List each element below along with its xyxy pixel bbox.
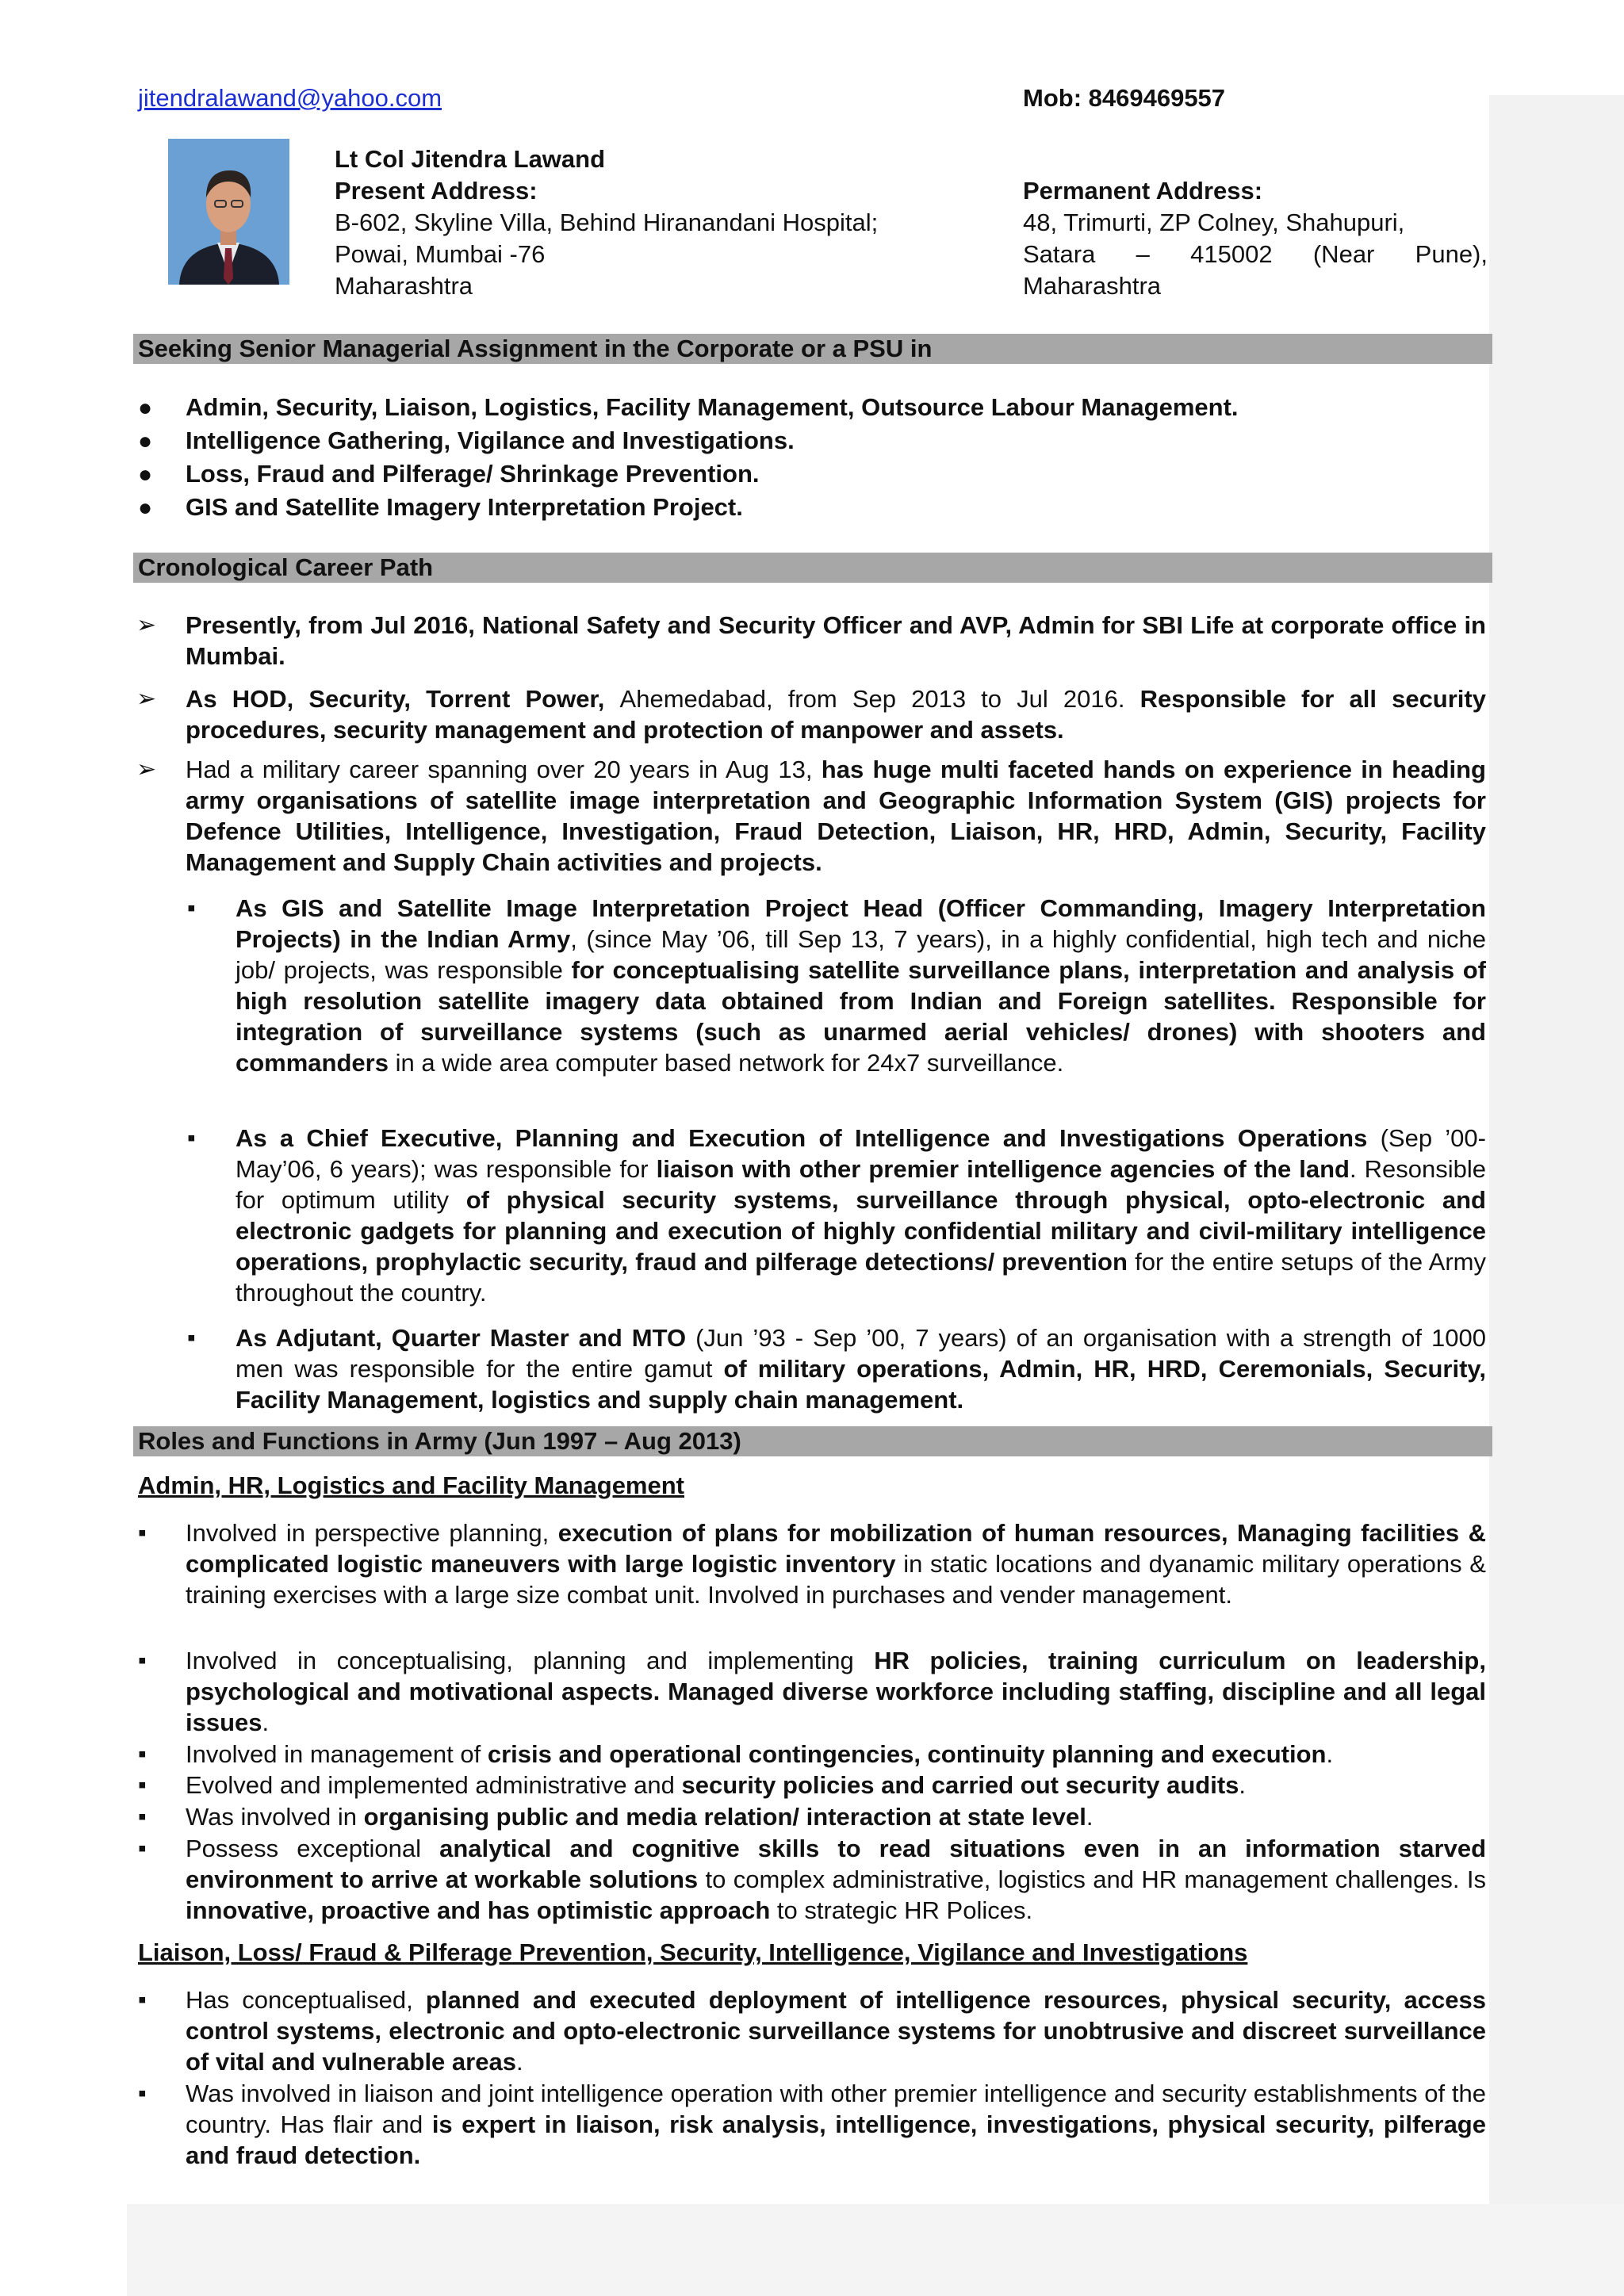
text-segment: Was involved in liaison and joint intelligence operation with other premier intelligence and security establishments of the country. Has flair and — [186, 2080, 1486, 2138]
bold-text-segment: Responsible for all security procedures, security management and protection of manpower and assets. — [186, 685, 1486, 744]
roles-item — [186, 1645, 1486, 1738]
bold-text-segment: for conceptualising satellite surveillance plans, interpretation and analysis of high resolution satellite imagery data obtained from Indian and Foreign satellites. Responsible for integration of surveillance systems (such as unarmed aerial vehicles/ drones) with shooters and commanders — [236, 956, 1486, 1077]
career-subitem-adjutant — [236, 1322, 1486, 1415]
candidate-name: Lt Col Jitendra Lawand — [335, 145, 606, 173]
square-bullet-icon: ▪ — [138, 1804, 147, 1830]
present-address-line: Maharashtra — [335, 272, 473, 300]
permanent-address-label: Permanent Address: — [1023, 177, 1263, 205]
present-address-line: Powai, Mumbai -76 — [335, 240, 546, 268]
seeking-item: Intelligence Gathering, Vigilance and Investigations. — [186, 427, 795, 454]
permanent-address-line: Maharashtra — [1023, 272, 1162, 300]
profile-photo — [168, 139, 289, 285]
bold-text-segment: crisis and operational contingencies, continuity planning and execution — [487, 1740, 1327, 1768]
permanent-address-line: Satara – 415002 (Near Pune), — [1023, 240, 1488, 268]
career-subitem-gis — [236, 893, 1486, 1078]
text-segment: Involved in conceptualising, planning and implementing — [186, 1647, 875, 1674]
bold-text-segment: of physical security systems, surveillance through physical, opto-electronic and electronic gadgets for planning and execution of highly confidential military and civil-military intelligence operations, prophylactic security, fraud and pilferage detections/ prevention — [236, 1186, 1486, 1276]
bold-text-segment: As Adjutant, Quarter Master and MTO — [236, 1324, 687, 1352]
text-segment: Possess exceptional — [186, 1835, 440, 1862]
text-segment: Involved in perspective planning, — [186, 1519, 558, 1547]
text-segment: . — [515, 2048, 523, 2076]
bullet-icon: ● — [138, 495, 153, 521]
subheading-liaison: Liaison, Loss/ Fraud & Pilferage Prevention, Security, Intelligence, Vigilance and Investigations — [138, 1938, 1248, 1966]
liaison-item — [186, 1984, 1486, 2077]
square-bullet-icon: ▪ — [187, 1325, 196, 1351]
career-subitem-intelligence — [236, 1123, 1486, 1308]
square-bullet-icon: ▪ — [138, 1987, 147, 2013]
text-segment: , (since May ’06, till Sep 13, 7 years), in a highly confidential, high tech and niche job/ projects, was responsible — [236, 925, 1486, 984]
bold-text-segment: is expert in liaison, risk analysis, intelligence, investigations, physical security, pilferage and fraud detection. — [186, 2110, 1486, 2169]
email-link[interactable]: jitendralawand@yahoo.com — [138, 84, 442, 112]
text-segment: in static locations and dyanamic military operations & training exercises with a large size combat unit. Involved in purchases and vender management. — [186, 1550, 1486, 1609]
text-segment: Was involved in — [186, 1803, 364, 1831]
text-segment: Had a military career spanning over 20 years in Aug 13, — [186, 756, 822, 783]
arrow-bullet-icon: ➢ — [136, 612, 157, 638]
subheading-admin: Admin, HR, Logistics and Facility Management — [138, 1471, 684, 1499]
text-segment: Ahemedabad, from Sep 2013 to Jul 2016. — [619, 685, 1140, 713]
bullet-icon: ● — [138, 395, 153, 421]
square-bullet-icon: ▪ — [187, 1125, 196, 1151]
square-bullet-icon: ▪ — [138, 2080, 147, 2107]
section-heading-career: Cronological Career Path — [133, 553, 1492, 583]
permanent-address-line: 48, Trimurti, ZP Colney, Shahupuri, — [1023, 209, 1405, 236]
bullet-icon: ● — [138, 428, 153, 454]
bold-text-segment: HR policies, training curriculum on leadership, psychological and motivational aspects. Managed diverse workforce including staffing, discipline and all legal issues — [186, 1647, 1486, 1736]
section-heading-roles: Roles and Functions in Army (Jun 1997 – Aug 2013) — [133, 1426, 1492, 1456]
text-segment: Involved in management of — [186, 1740, 488, 1768]
mobile-number: Mob: 8469469557 — [1023, 84, 1226, 112]
seeking-item: GIS and Satellite Imagery Interpretation Project. — [186, 493, 743, 521]
seeking-item: Admin, Security, Liaison, Logistics, Facility Management, Outsource Labour Management. — [186, 393, 1239, 421]
section-heading-seeking: Seeking Senior Managerial Assignment in the Corporate or a PSU in — [133, 334, 1492, 364]
text-segment: . Resonsible for optimum utility — [236, 1155, 1486, 1214]
text-segment: for the entire setups of the Army throughout the country. — [236, 1248, 1486, 1307]
text-segment: . — [1086, 1803, 1094, 1831]
square-bullet-icon: ▪ — [138, 1835, 147, 1862]
roles-item — [186, 1739, 1486, 1770]
text-segment: . — [1239, 1771, 1247, 1799]
career-item-current — [186, 610, 1486, 672]
scan-shading — [1489, 95, 1624, 2296]
bold-text-segment: As HOD, Security, Torrent Power, — [186, 685, 620, 713]
present-address-label: Present Address: — [335, 177, 538, 205]
text-segment: Has conceptualised, — [186, 1986, 426, 2014]
square-bullet-icon: ▪ — [187, 895, 196, 921]
text-segment: to complex administrative, logistics and HR management challenges. Is — [698, 1866, 1486, 1893]
text-segment: . — [1326, 1740, 1334, 1768]
square-bullet-icon: ▪ — [138, 1520, 147, 1546]
text-segment: Evolved and implemented administrative and — [186, 1771, 682, 1799]
permanent-address-block — [1023, 175, 1488, 302]
text-segment: in a wide area computer based network for 24x7 surveillance. — [388, 1049, 1064, 1077]
bold-text-segment: Presently, from Jul 2016, National Safety and Security Officer and AVP, Admin for SBI Life at corporate office in Mumbai. — [186, 611, 1486, 670]
liaison-item — [186, 2078, 1486, 2171]
bold-text-segment: As a Chief Executive, Planning and Execution of Intelligence and Investigations Operations — [236, 1124, 1368, 1152]
square-bullet-icon: ▪ — [138, 1741, 147, 1767]
arrow-bullet-icon: ➢ — [136, 756, 157, 783]
text-segment: . — [262, 1709, 270, 1736]
seeking-item: Loss, Fraud and Pilferage/ Shrinkage Prevention. — [186, 460, 760, 488]
bold-text-segment: planned and executed deployment of intelligence resources, physical security, access control systems, electronic and opto-electronic surveillance systems for unobtrusive and discreet surveillance of vital and vulnerable areas — [186, 1986, 1487, 2076]
roles-item — [186, 1801, 1486, 1832]
bold-text-segment: organising public and media relation/ interaction at state level — [363, 1803, 1086, 1831]
square-bullet-icon: ▪ — [138, 1647, 147, 1674]
bold-text-segment: security policies and carried out security audits — [681, 1771, 1239, 1799]
bold-text-segment: As GIS and Satellite Image Interpretation Project Head (Officer Commanding, Imagery Interpretation Projects) in the Indian Army — [236, 894, 1486, 953]
bold-text-segment: execution of plans for mobilization of human resources, Managing facilities & complicated logistic maneuvers with large logistic inventory — [186, 1519, 1486, 1578]
roles-item — [186, 1517, 1486, 1610]
career-item-torrent — [186, 683, 1486, 745]
person-portrait-icon — [168, 139, 289, 285]
roles-item — [186, 1770, 1486, 1800]
present-address-line: B-602, Skyline Villa, Behind Hiranandani Hospital; — [335, 209, 879, 236]
square-bullet-icon: ▪ — [138, 1772, 147, 1798]
bold-text-segment: of military operations, Admin, HR, HRD, Ceremonials, Security, Facility Management, logistics and supply chain management. — [236, 1355, 1486, 1414]
text-segment: (Jun ’93 - Sep ’00, 7 years) of an organisation with a strength of 1000 men was responsible for the entire gamut — [236, 1324, 1486, 1383]
scan-shading-bottom — [127, 2204, 1624, 2296]
career-item-military — [186, 754, 1486, 878]
bold-text-segment: innovative, proactive and has optimistic approach — [186, 1896, 771, 1924]
bold-text-segment: has huge multi faceted hands on experience in heading army organisations of satellite image interpretation and Geographic Information System (GIS) projects for Defence Utilities, Intelligence, Investigation, Fraud Detection, Liaison, HR, HRD, Admin, Security, Facility Management and Supply Chain activities and projects. — [186, 756, 1486, 876]
text-segment: (Sep ’00-May’06, 6 years); was responsible for — [236, 1124, 1486, 1183]
bold-text-segment: analytical and cognitive skills to read situations even in an information starved environment to arrive at workable solutions — [186, 1835, 1486, 1893]
text-segment: to strategic HR Polices. — [770, 1896, 1033, 1924]
roles-item — [186, 1833, 1486, 1926]
present-address-block — [335, 144, 953, 302]
bullet-icon: ● — [138, 461, 153, 488]
arrow-bullet-icon: ➢ — [136, 686, 157, 712]
bold-text-segment: liaison with other premier intelligence agencies of the land — [656, 1155, 1350, 1183]
